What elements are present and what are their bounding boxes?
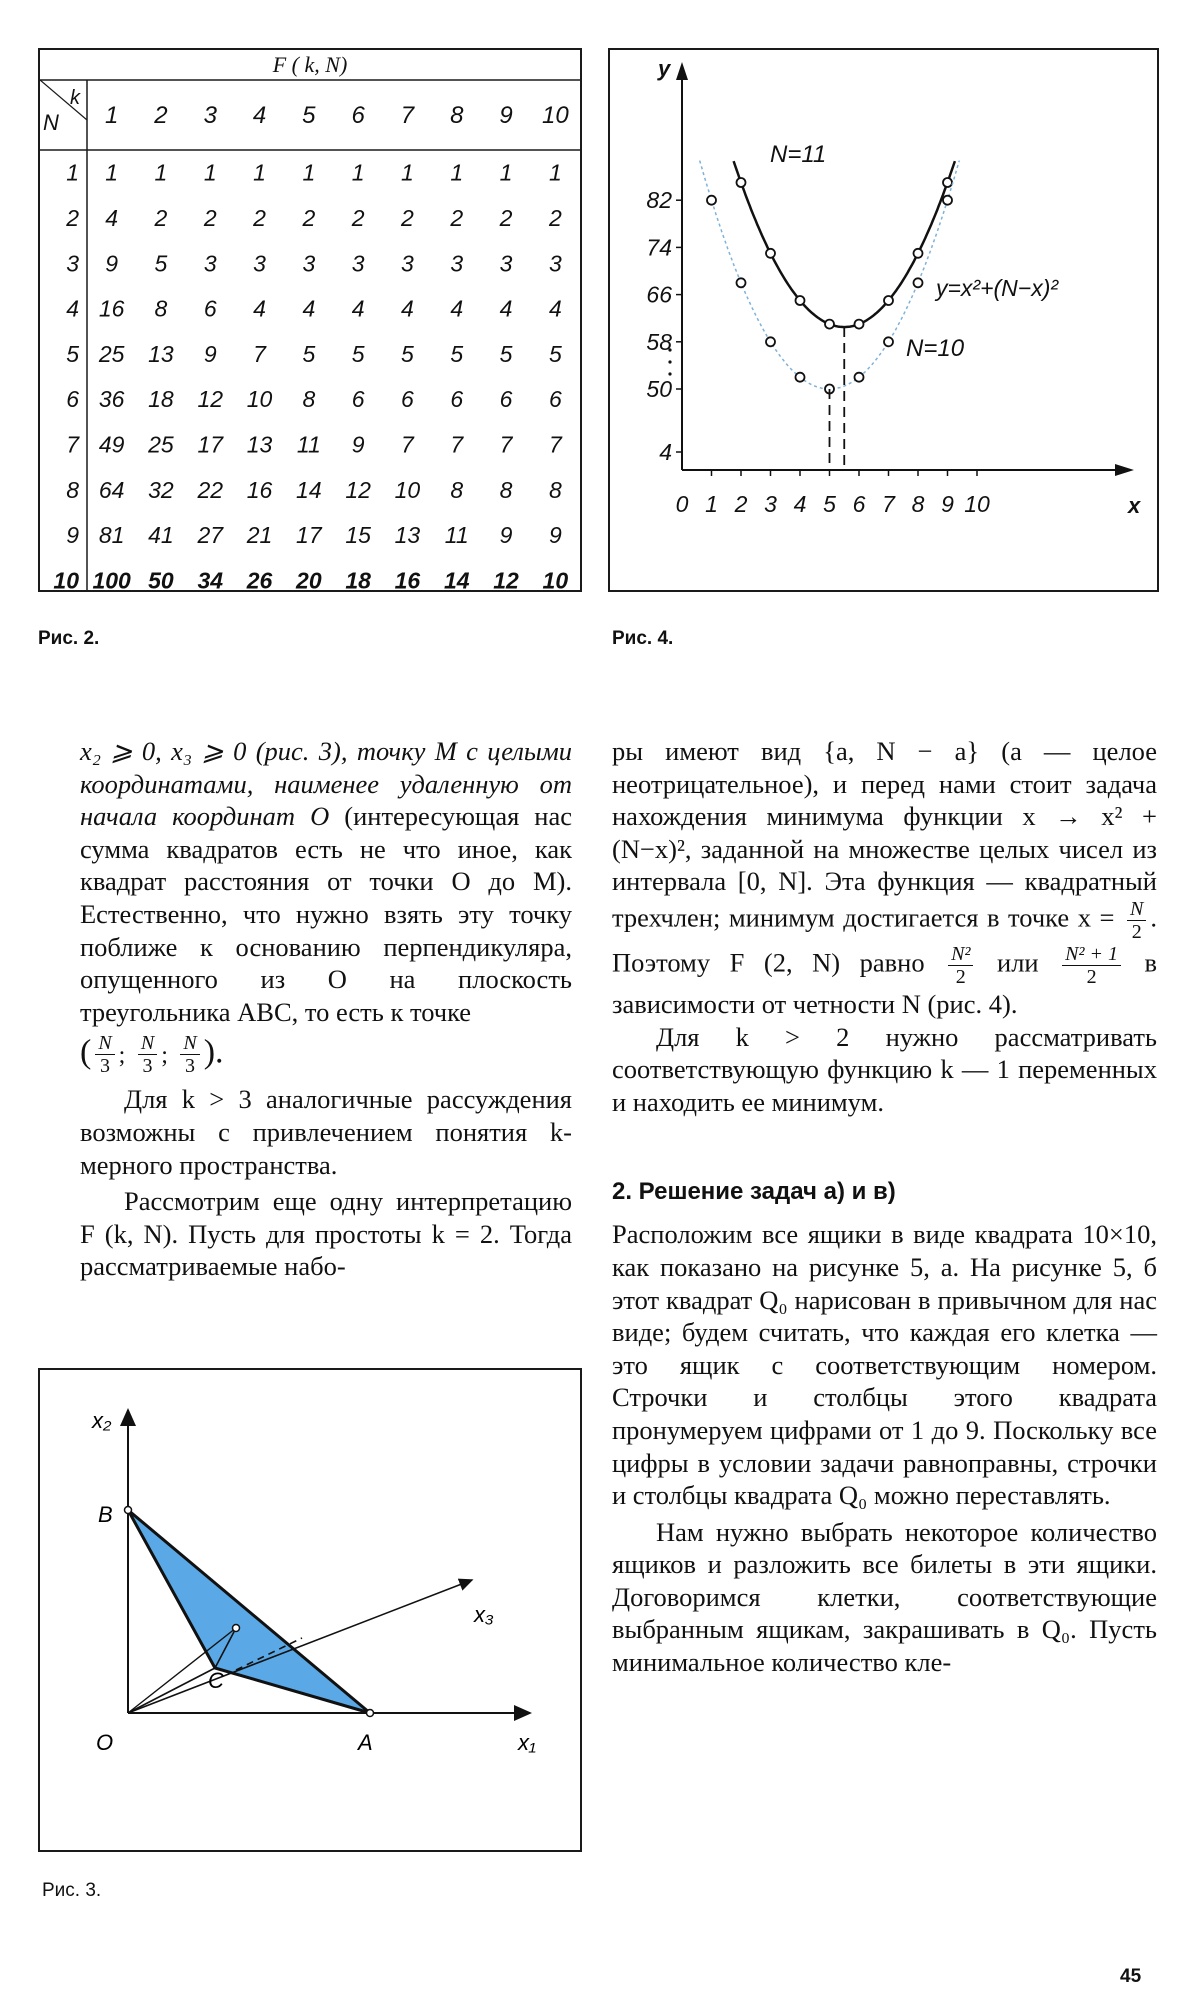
table-cell: 25	[148, 431, 174, 458]
y-tick-label: 4	[659, 439, 672, 465]
data-point	[943, 178, 952, 187]
left-paragraph-2: Для k > 3 аналогичные рассуждения возможны с привлечением понятия k-мерного пространства.	[80, 1084, 572, 1180]
coord-frac-1: $\frac{N}{3}$	[95, 1032, 114, 1077]
coord-frac-3: $\frac{N}{3}$	[180, 1032, 199, 1077]
table-cell: 16	[246, 476, 273, 503]
coord-frac-2: $\frac{N}{3}$	[138, 1032, 157, 1077]
table-cell: 34	[197, 567, 224, 590]
data-point	[737, 178, 746, 187]
table-cell: 9	[499, 522, 513, 549]
table-cell: 4	[351, 295, 365, 322]
table-cell: 1	[351, 159, 365, 186]
axis-break-dot	[668, 360, 671, 363]
n-row-label: 5	[66, 340, 79, 367]
curve-N=11	[734, 161, 955, 327]
table-cell: 2	[499, 204, 513, 231]
x-tick-label: 0	[675, 491, 689, 517]
data-point	[914, 278, 923, 287]
table-cell: 1	[548, 159, 562, 186]
table-cell: 1	[401, 159, 414, 186]
table-cell: 4	[302, 295, 316, 322]
vertex-point	[125, 1507, 132, 1514]
table-cell: 3	[401, 250, 414, 277]
table-cell: 4	[253, 295, 266, 322]
table-cell: 9	[351, 431, 365, 458]
k-header: 10	[541, 102, 569, 129]
fig2-title: F ( k, N)	[272, 52, 348, 77]
n-row-label: 7	[66, 431, 79, 458]
table-cell: 5	[499, 340, 513, 367]
n-row-label: 4	[66, 295, 79, 322]
table-cell: 10	[394, 476, 421, 503]
table-cell: 3	[450, 250, 464, 277]
left-p1-rest: (интересующая нас сумма квадратов есть не что иное, как квадрат расстояния от точки O до M). Естественно, что нужно взять эту точку поближе к основанию перпендикуляра, опущенного из O на плоскость треугольника ABC, то есть к точке	[80, 801, 572, 1027]
n-row-label: 8	[66, 476, 79, 503]
table-cell: 6	[499, 386, 513, 413]
table-cell: 6	[401, 386, 414, 413]
table-cell: 8	[499, 476, 513, 503]
n-row-label: 3	[66, 250, 79, 277]
data-point	[855, 373, 864, 382]
x-tick-label: 5	[823, 491, 836, 517]
table-cell: 2	[203, 204, 217, 231]
table-cell: 7	[450, 431, 464, 458]
table-cell: 8	[154, 295, 168, 322]
y-axis-label: y	[658, 56, 671, 81]
x-tick-label: 1	[705, 491, 718, 517]
fig4-frame	[608, 48, 1159, 592]
table-cell: 49	[98, 431, 125, 458]
x-tick-label: 4	[793, 491, 807, 517]
k-header: 9	[499, 102, 513, 129]
right-paragraph-2: Для k > 2 нужно рассматривать соответствующую функцию k — 1 переменных и находить ее минимум.	[612, 1021, 1157, 1117]
table-cell: 64	[98, 476, 125, 503]
data-point	[943, 196, 952, 205]
table-cell: 32	[148, 476, 174, 503]
fig3-frame	[38, 1368, 582, 1852]
left-column	[80, 735, 572, 1283]
page-number: 45	[1120, 1966, 1142, 1987]
table-cell: 13	[148, 340, 174, 367]
table-cell: 7	[401, 431, 414, 458]
table-cell: 1	[302, 159, 316, 186]
label-x2: x₂	[92, 1408, 112, 1433]
formula-label: y=x²+(N−x)²	[936, 275, 1059, 301]
table-cell: 8	[302, 386, 316, 413]
k-header: 7	[400, 102, 415, 129]
table-cell: 41	[148, 522, 174, 549]
k-header: 2	[154, 102, 168, 129]
table-cell: 1	[154, 159, 168, 186]
k-header: 3	[203, 102, 217, 129]
vertex-point	[367, 1710, 374, 1717]
right-paragraph-3: Расположим все ящики в виде квадрата 10×10, как показано на рисунке 5, а. На рисунке 5, б этот квадрат Q₀ нарисован в привычном для нас виде; будем считать, что каждая его клетка — это ящик с соответствующим номером. Строчки и столбцы этого квадрата пронумеруем цифрами от 1 до 9. Поскольку все цифры в условии задачи равноправны, строчки и столбцы квадрата Q₀ можно переставлять.	[612, 1219, 1157, 1511]
x-tick-label: 10	[964, 491, 990, 517]
y-axis-arrow	[676, 62, 688, 80]
data-point	[855, 320, 864, 329]
data-point	[825, 320, 834, 329]
table-cell: 4	[105, 204, 119, 231]
fig4-caption: Рис. 4.	[612, 628, 674, 649]
x-tick-label: 9	[941, 491, 954, 517]
table-cell: 7	[253, 340, 266, 367]
table-cell: 3	[302, 250, 316, 277]
table-cell: 100	[92, 567, 131, 590]
table-cell: 7	[499, 431, 513, 458]
data-point	[884, 337, 893, 346]
label-x3: x₃	[474, 1602, 494, 1627]
table-cell: 6	[203, 295, 217, 322]
x-tick-label: 3	[764, 491, 777, 517]
section-heading: 2. Решение задач а) и в)	[612, 1178, 896, 1206]
table-cell: 5	[351, 340, 365, 367]
table-cell: 13	[246, 431, 273, 458]
fig2-corner-n: N	[43, 110, 59, 135]
foot-point	[233, 1625, 240, 1632]
table-cell: 50	[148, 567, 174, 590]
table-cell: 5	[548, 340, 562, 367]
series-label-n10: N=10	[906, 335, 965, 362]
data-point	[737, 278, 746, 287]
k-header: 6	[351, 102, 365, 129]
frac-n-over-2: $\frac{N}{2}$	[1127, 898, 1146, 943]
fig2-caption: Рис. 2.	[38, 628, 100, 649]
fig3-diagram	[40, 1370, 580, 1850]
table-cell: 5	[450, 340, 464, 367]
left-p1-italic: x₂ ⩾ 0, x₃ ⩾ 0 (рис. 3), точку M с целыми координатами, наименее удаленную от начала координат O	[80, 736, 572, 832]
frac-n2plus1-over-2: $\frac{\text{N² + 1}}{2}$	[1062, 943, 1121, 988]
table-cell: 9	[548, 522, 562, 549]
x-axis-arrow	[1115, 464, 1134, 476]
x-tick-label: 8	[911, 491, 925, 517]
table-cell: 6	[548, 386, 562, 413]
table-cell: 1	[499, 159, 513, 186]
table-cell: 2	[548, 204, 562, 231]
table-cell: 22	[197, 476, 224, 503]
label-x1: x₁	[518, 1730, 536, 1755]
n-row-label: 9	[66, 522, 79, 549]
x-tick-label: 7	[882, 491, 895, 517]
n-row-label: 10	[53, 567, 79, 590]
y-tick-label: 50	[646, 376, 672, 402]
right-paragraph-1: ры имеют вид {a, N − a} (a — целое неотрицательное), и перед нами стоит задача нахождения минимума функции x → x² + (N−x)², заданной на множестве целых чисел из интервала [0, N]. Эта функция — квадратный трехчлен; минимум достигается в точке x = $\frac{N}{2}$ . Поэтому F (2, N) равно $\frac{\text{N²}}{2}$ или $\frac{\text{N² + 1}}{2}$ в зависимости от четности N (рис. 4).	[612, 736, 1158, 1019]
data-point	[914, 249, 923, 258]
data-point	[884, 296, 893, 305]
table-cell: 2	[154, 204, 168, 231]
table-cell: 2	[401, 204, 414, 231]
right-paragraph-4: Нам нужно выбрать некоторое количество ящиков и разложить все билеты в эти ящики. Договоримся клетки, соответствующие выбранным ящикам, закрашивать в Q₀. Пусть минимальное количество кле-	[612, 1516, 1157, 1678]
n-row-label: 1	[66, 159, 79, 186]
table-cell: 7	[548, 431, 562, 458]
data-point	[766, 249, 775, 258]
table-cell: 4	[401, 295, 414, 322]
table-cell: 2	[450, 204, 464, 231]
table-cell: 5	[401, 340, 414, 367]
y-tick-label: 58	[646, 328, 672, 355]
fig2-frame	[38, 48, 582, 592]
frac-n2-over-2: $\frac{\text{N²}}{2}$	[948, 943, 973, 988]
table-cell: 9	[105, 250, 119, 277]
n-row-label: 2	[66, 204, 79, 231]
table-cell: 5	[154, 250, 168, 277]
table-cell: 27	[197, 522, 224, 549]
left-point-coords: ( $\frac{N}{3}$ ; $\frac{N}{3}$ ; $\frac{N}{3}$ ).	[80, 1032, 224, 1078]
fig3-caption: Рис. 3.	[42, 1880, 102, 1901]
y-tick-label: 74	[646, 234, 672, 261]
table-cell: 20	[296, 567, 322, 590]
n-row-label: 6	[66, 386, 79, 413]
table-cell: 4	[548, 295, 562, 322]
label-o: O	[96, 1730, 114, 1755]
table-cell: 2	[351, 204, 365, 231]
table-cell: 8	[548, 476, 562, 503]
x-tick-label: 2	[734, 491, 748, 517]
table-cell: 13	[394, 522, 421, 549]
left-paragraph-1	[80, 735, 572, 1028]
left-paragraph-3: Рассмотрим еще одну интерпретацию F (k, N). Пусть для простоты k = 2. Тогда рассматриваемые набо-	[80, 1186, 572, 1282]
table-cell: 3	[499, 250, 513, 277]
data-point	[796, 296, 805, 305]
table-cell: 15	[345, 522, 371, 549]
table-cell: 3	[253, 250, 266, 277]
table-cell: 16	[394, 567, 421, 590]
table-cell: 14	[296, 476, 322, 503]
table-cell: 16	[98, 295, 125, 322]
table-cell: 5	[302, 340, 316, 367]
table-cell: 4	[450, 295, 464, 322]
table-cell: 6	[450, 386, 464, 413]
table-cell: 8	[450, 476, 464, 503]
table-cell: 2	[253, 204, 266, 231]
table-cell: 4	[499, 295, 513, 322]
fig2-corner-k: k	[70, 87, 80, 109]
data-point	[707, 196, 716, 205]
k-header: 5	[302, 102, 316, 129]
right-column	[612, 735, 1157, 1679]
table-cell: 12	[493, 567, 519, 590]
table-cell: 14	[443, 567, 470, 590]
table-cell: 1	[253, 159, 266, 186]
table-cell: 10	[246, 386, 273, 413]
table-cell: 3	[203, 250, 217, 277]
table-cell: 1	[450, 159, 464, 186]
table-cell: 1	[203, 159, 217, 186]
triangle-abc	[128, 1510, 370, 1713]
table-cell: 9	[203, 340, 217, 367]
k-header: 4	[252, 102, 267, 129]
table-cell: 25	[98, 340, 125, 367]
x-tick-label: 6	[852, 491, 866, 517]
k-header: 8	[450, 102, 464, 129]
table-cell: 3	[548, 250, 562, 277]
table-cell: 11	[296, 431, 321, 458]
fig4-chart	[610, 50, 1157, 590]
table-cell: 17	[197, 431, 224, 458]
table-cell: 17	[296, 522, 322, 549]
fig2-table	[40, 50, 580, 590]
table-cell: 12	[345, 476, 371, 503]
y-tick-label: 66	[646, 281, 672, 308]
k-header: 1	[104, 102, 119, 129]
table-cell: 18	[148, 386, 174, 413]
table-cell: 26	[246, 567, 273, 590]
series-label-n11: N=11	[770, 141, 827, 168]
label-c: C	[208, 1668, 224, 1693]
data-point	[766, 337, 775, 346]
y-tick-label: 82	[646, 187, 672, 214]
segment-oc	[128, 1668, 215, 1713]
x-axis-label: x	[1128, 493, 1141, 518]
table-cell: 6	[351, 386, 365, 413]
table-cell: 1	[105, 159, 119, 186]
table-cell: 11	[444, 522, 469, 549]
table-cell: 18	[345, 567, 371, 590]
table-cell: 2	[302, 204, 316, 231]
table-cell: 3	[351, 250, 365, 277]
label-b: B	[98, 1502, 113, 1527]
data-point	[796, 373, 805, 382]
table-cell: 36	[98, 386, 125, 413]
table-cell: 21	[246, 522, 273, 549]
table-cell: 12	[197, 386, 224, 413]
table-cell: 81	[98, 522, 125, 549]
label-a: A	[358, 1730, 373, 1755]
table-cell: 10	[542, 567, 569, 590]
